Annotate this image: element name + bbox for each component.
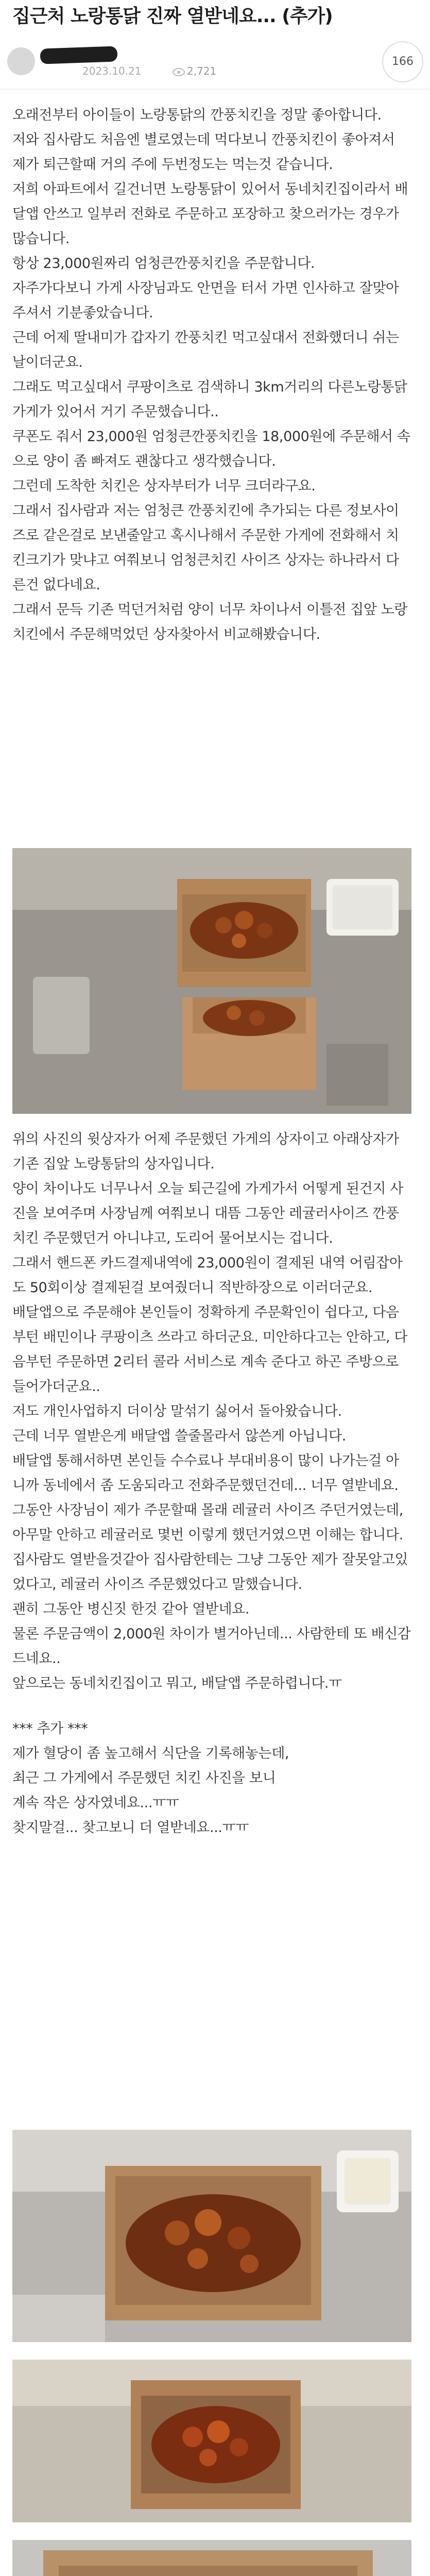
eye-icon: [173, 68, 185, 76]
post-meta: [0, 44, 430, 80]
chicken-box-photo-2: [12, 2360, 411, 2522]
paragraph: 최근 그 가게에서 주문했던 치킨 사진을 보니: [12, 1770, 276, 1786]
post-body-part-1: [12, 103, 411, 647]
paragraph: 쿠폰도 줘서 23,000원 엄청큰깐풍치킨을 18,000원에 주문해서 속으로 양이 좀 빠져도 괜찮다고 생각했습니다.: [12, 429, 410, 469]
paragraph: 저와 집사람도 처음엔 별로였는데 먹다보니 깐풍치킨이 좋아져서 제가 퇴근할때 거의 주에 두번정도는 먹는것 같습니다.: [12, 132, 395, 173]
chicken-box-photo-3: [12, 2540, 411, 2576]
paragraph: 항상 23,000원짜리 엄청큰깐풍치킨을 주문합니다.: [12, 256, 315, 272]
view-count: [173, 65, 216, 77]
spacer: [12, 1696, 411, 1717]
paragraph: 그런데 도착한 치킨은 상자부터가 너무 크더라구요.: [12, 478, 316, 494]
paragraph: 앞으로는 동네치킨집이고 뭐고, 배달앱 주문하렵니다.ㅠ: [12, 1675, 342, 1691]
comment-count-button[interactable]: 166: [382, 41, 423, 82]
paragraph: 저도 개인사업하지 더이상 말섞기 싫어서 돌아왔습니다.: [12, 1403, 342, 1419]
author-avatar[interactable]: [7, 47, 35, 75]
paragraph: 배달앱으로 주문해야 본인들이 정확하게 주문확인이 쉽다고, 다음부턴 배민이나 쿠팡이츠 쓰라고 하더군요. 미안하다고는 안하고, 다음부턴 주문하면 2리터 콜라 서비스로 계속 준다고 하곤 주방으로 들어가더군요..: [12, 1304, 408, 1395]
comparison-photo-two-boxes: [12, 848, 411, 1114]
paragraph: 제가 혈당이 좀 높고해서 식단을 기록해놓는데,: [12, 1745, 289, 1761]
paragraph: 위의 사진의 윗상자가 어제 주문했던 가게의 상자이고 아래상자가 기존 집앞 노랑통닭의 상자입니다.: [12, 1131, 399, 1172]
paragraph: 그래도 먹고싶대서 쿠팡이츠로 검색하니 3km거리의 다른노랑통닭 가게가 있어서 거기 주문했습니다..: [12, 379, 407, 420]
paragraph: 물론 주문금액이 2,000원 차이가 별거아닌데... 사람한테 또 배신감 드네요..: [12, 1626, 411, 1667]
paragraph: 근데 너무 열받은게 배달앱 쓸줄몰라서 않쓴게 아닙니다.: [12, 1428, 346, 1444]
post-date: 2023.10.21: [82, 65, 142, 77]
paragraph: 그래서 핸드폰 카드결제내역에 23,000원이 결제된 내역 어림잡아도 50회이상 결제된걸 보여줬더니 적반하장으로 이러더군요.: [12, 1255, 403, 1296]
paragraph: 그래서 집사람과 저는 엄청큰 깐풍치킨에 추가되는 다른 정보사이즈로 같은걸로 보낸줄알고 혹시나해서 주문한 가게에 전화해서 치킨크기가 맞냐고 여쭤보니 엄청큰치킨 사이즈 상자는 하나라서 다른건 없다네요.: [12, 503, 399, 593]
paragraph: 괜히 그동안 병신짓 한것 같아 열받네요.: [12, 1601, 250, 1617]
redacted-author-name: [40, 46, 118, 64]
paragraph: 그래서 문득 기존 먹던거처럼 양이 너무 차이나서 이틀전 집앞 노랑치킨에서 주문해먹었던 상자찾아서 비교해봤습니다.: [12, 602, 408, 642]
post-body-part-2: [12, 1127, 411, 1840]
paragraph: 계속 작은 상자였네요...ㅠㅠ: [12, 1795, 179, 1811]
paragraph: 근데 어제 딸내미가 갑자기 깐풍치킨 먹고싶대서 전화했더니 쉬는날이더군요.: [12, 330, 399, 370]
paragraph: 찾지말걸... 찾고보니 더 열받네요...ㅠㅠ: [12, 1820, 249, 1836]
paragraph: 배달앱 통해서하면 본인들 수수료나 부대비용이 많이 나가는걸 아니까 동네에서 좀 도움되라고 전화주문했던건데... 너무 열받네요. 그동안 사장님이 제가 주문할때 몰래 레귤러 사이즈 주던거였는데, 아무말 안하고 레귤러로 몇번 이렇게 했던거였으면 이해는 합니다.: [12, 1453, 403, 1543]
paragraph: 저희 아파트에서 길건너면 노랑통닭이 있어서 동네치킨집이라서 배달앱 안쓰고 일부러 전화로 주문하고 포장하고 찾으러가는 경우가 많습니다.: [12, 181, 408, 247]
chicken-box-photo-1: [12, 2130, 411, 2342]
paragraph: 집사람도 열받을것같아 집사람한테는 그냥 그동안 제가 잘못알고있었다고, 레귤러 사이즈 주문했었다고 말했습니다.: [12, 1552, 408, 1592]
paragraph: 자주가다보니 가게 사장님과도 안면을 터서 가면 인사하고 잘맞아주셔서 기분좋았습니다.: [12, 280, 399, 321]
view-count-value: 2,721: [187, 65, 217, 77]
header-divider: [0, 89, 430, 90]
paragraph: 오래전부터 아이들이 노랑통닭의 깐풍치킨을 정말 좋아합니다.: [12, 107, 382, 123]
post-title: 집근처 노랑통닭 진짜 열받네요... (추가): [12, 6, 333, 27]
addendum-heading: *** 추가 ***: [12, 1721, 88, 1737]
paragraph: 양이 차이나도 너무나서 오늘 퇴근길에 가게가서 어떻게 된건지 사진을 보여주며 사장님께 여쭤보니 대뜸 그동안 레귤러사이즈 깐풍치킨 주문했던거 아니냐고, 도리어 물어보시는 겁니다.: [12, 1181, 403, 1246]
